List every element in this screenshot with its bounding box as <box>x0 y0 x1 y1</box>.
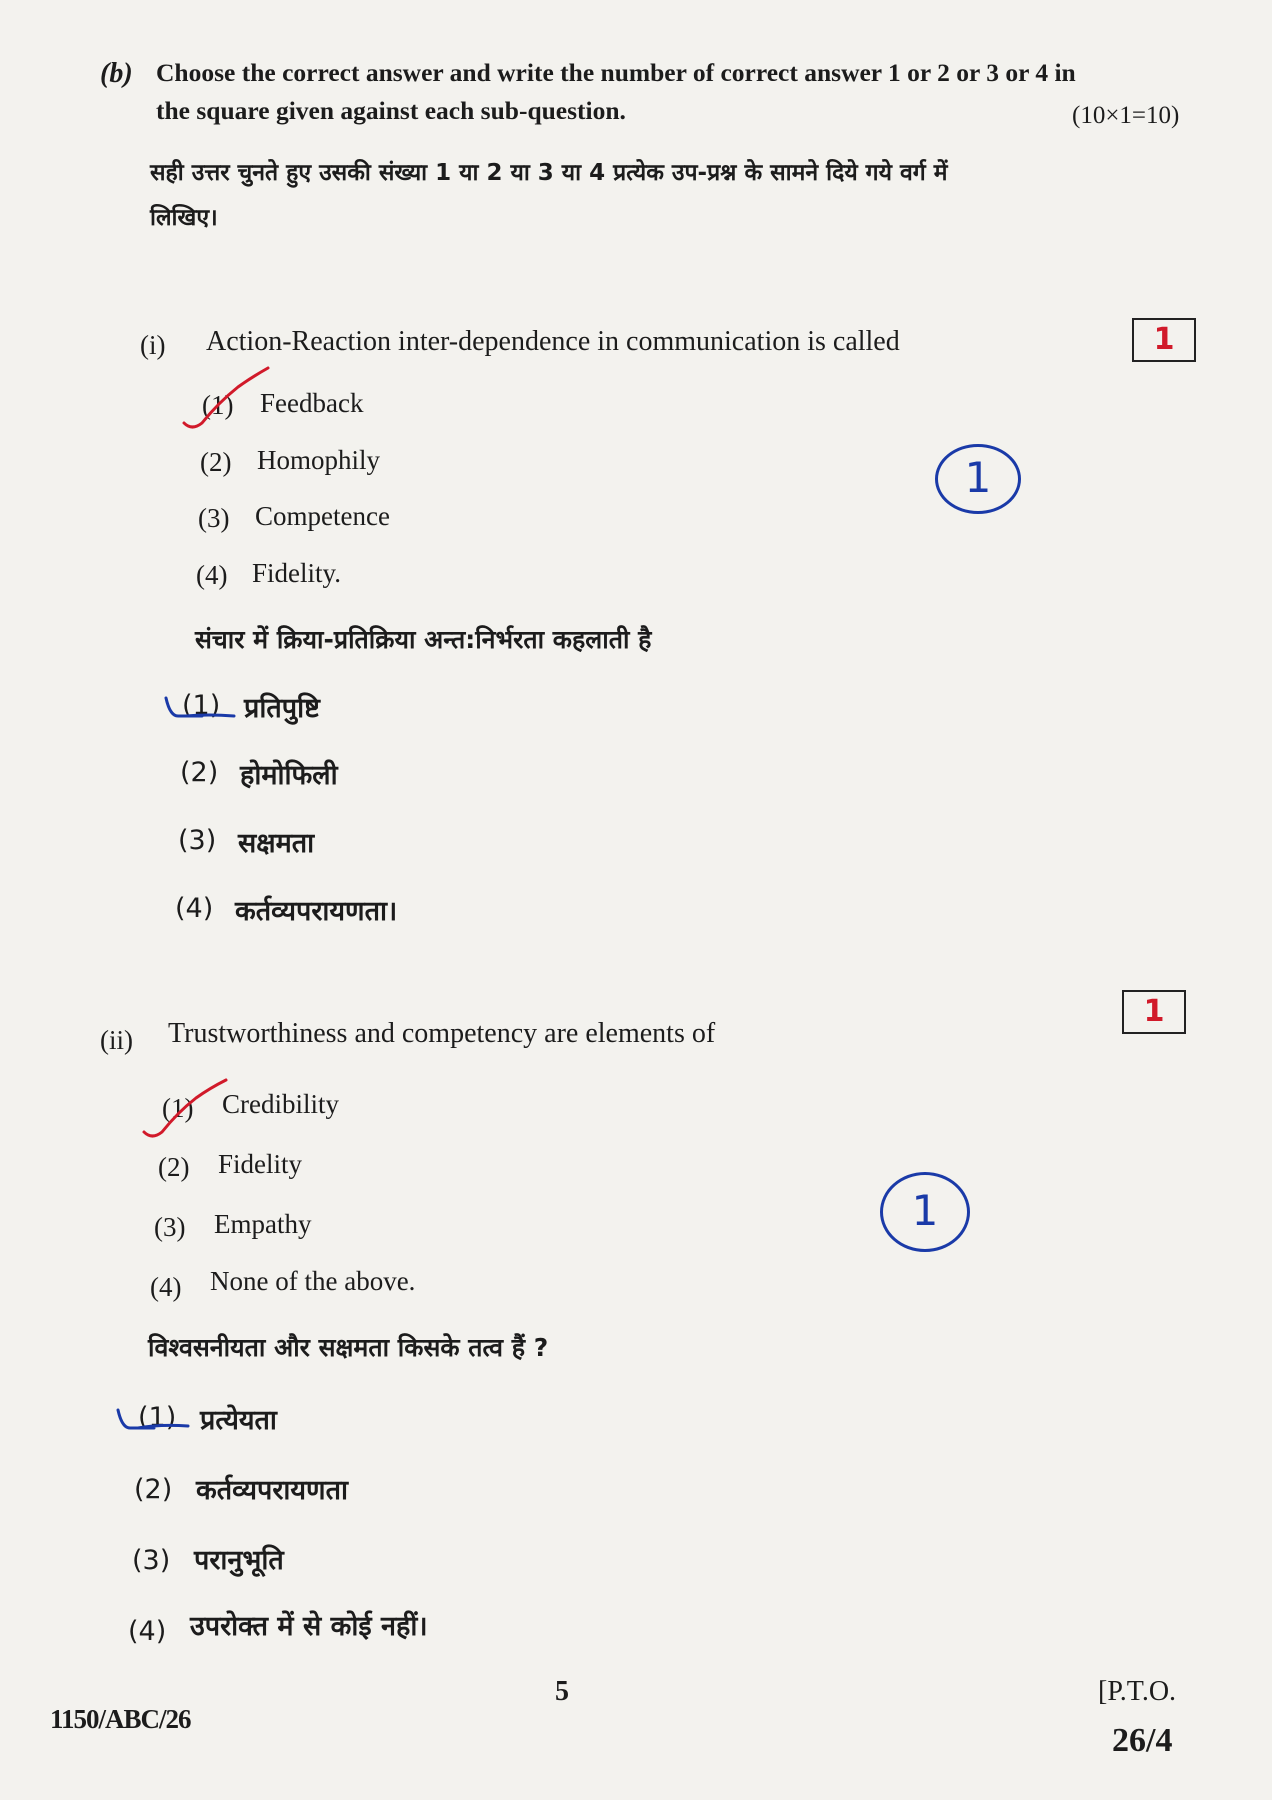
q2-hindi-tick-mark <box>116 1406 206 1446</box>
page-number: 5 <box>555 1676 569 1707</box>
q2-option-1-num: (1) <box>162 1093 194 1123</box>
question-2-text: Trustworthiness and competency are elements of <box>168 1018 716 1049</box>
q1-option-4-text: Fidelity. <box>252 558 342 588</box>
q1-hindi-option-2-num: (2) <box>180 757 219 788</box>
q1-hindi-option-3-num: (3) <box>178 825 217 856</box>
q1-option-1-text: Feedback <box>260 388 364 418</box>
question-1-score-circle: 1 <box>935 444 1021 514</box>
q2-hindi-option-4-num: (4) <box>128 1616 167 1647</box>
marks-allocation: (10×1=10) <box>1072 102 1180 129</box>
instruction-line-1: Choose the correct answer and write the number of correct answer 1 or 2 or 3 or 4 in <box>156 58 1076 87</box>
q1-hindi-tick-mark <box>164 694 254 734</box>
q2-hindi-option-2-text: कर्तव्यपरायणता <box>196 1475 348 1506</box>
q1-option-3-text: Competence <box>255 501 390 531</box>
q1-option-4-num: (4) <box>196 560 228 590</box>
q2-hindi-option-3-text: परानुभूति <box>194 1545 284 1576</box>
hindi-instruction-line-2: लिखिए। <box>150 205 218 231</box>
question-1-answer-box: 1 <box>1132 318 1196 362</box>
q2-option-1-text: Credibility <box>222 1089 339 1119</box>
q2-option-2-text: Fidelity <box>218 1149 303 1179</box>
q1-option-3-num: (3) <box>198 503 230 533</box>
q2-red-tick-mark <box>138 1078 258 1148</box>
instruction-line-2: the square given against each sub-question. <box>156 96 626 125</box>
q1-hindi-option-1-text: प्रतिपुष्टि <box>244 693 320 724</box>
pto-label: [P.T.O. <box>1098 1676 1177 1707</box>
q2-hindi-option-1-text: प्रत्येयता <box>200 1405 277 1436</box>
q2-option-4-text: None of the above. <box>210 1266 416 1296</box>
q1-hindi-option-1-num: (1) <box>182 690 221 721</box>
q1-option-2-text: Homophily <box>257 445 381 475</box>
question-1-hindi-text: संचार में क्रिया-प्रतिक्रिया अन्त:निर्भरता कहलाती है <box>195 625 652 654</box>
q1-hindi-option-4-num: (4) <box>175 893 214 924</box>
q2-option-2-num: (2) <box>158 1152 190 1182</box>
q1-option-1-num: (1) <box>202 390 234 420</box>
q2-hindi-option-2-num: (2) <box>134 1474 173 1505</box>
part-label: (b) <box>100 58 133 89</box>
q1-hindi-option-2-text: होमोफिली <box>240 760 338 791</box>
q2-option-3-text: Empathy <box>214 1209 312 1239</box>
q2-option-4-num: (4) <box>150 1272 182 1302</box>
q2-hindi-option-4-text: उपरोक्त में से कोई नहीं। <box>190 1611 428 1642</box>
question-1-text: Action-Reaction inter-dependence in communication is called <box>206 326 900 357</box>
question-2-hindi-text: विश्वसनीयता और सक्षमता किसके तत्व हैं ? <box>148 1333 549 1362</box>
question-2-score-circle: 1 <box>880 1172 970 1252</box>
q2-hindi-option-1-num: (1) <box>138 1402 177 1433</box>
question-2-answer-box: 1 <box>1122 990 1186 1034</box>
q2-hindi-option-3-num: (3) <box>132 1545 171 1576</box>
q1-option-2-num: (2) <box>200 447 232 477</box>
q1-red-tick-mark <box>178 365 298 435</box>
paper-code: 1150/ABC/26 <box>50 1704 191 1734</box>
marks-total: 26/4 <box>1112 1722 1173 1759</box>
q1-hindi-option-3-text: सक्षमता <box>238 828 315 859</box>
question-1-number: (i) <box>140 330 166 360</box>
question-2-number: (ii) <box>100 1025 133 1055</box>
q2-option-3-num: (3) <box>154 1212 186 1242</box>
q1-hindi-option-4-text: कर्तव्यपरायणता। <box>235 896 398 927</box>
hindi-instruction-line-1: सही उत्तर चुनते हुए उसकी संख्या 1 या 2 या 3 या 4 प्रत्येक उप-प्रश्न के सामने दिये गये वर्ग में <box>150 160 948 186</box>
